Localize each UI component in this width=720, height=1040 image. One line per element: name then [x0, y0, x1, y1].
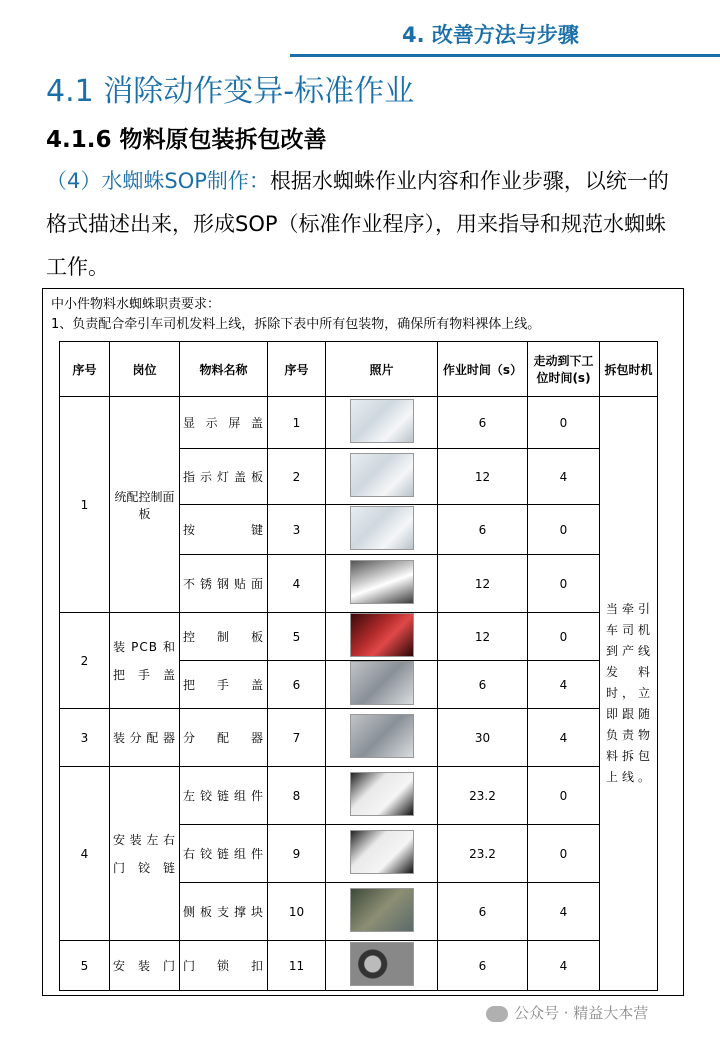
op-time: 6: [438, 661, 528, 709]
steel-panel-photo-icon: [350, 560, 414, 604]
header-op-time: 作业时间（s）: [438, 342, 528, 397]
group-no: 4: [60, 767, 110, 941]
chapter-header: [290, 8, 720, 57]
white-cover-photo-icon: [350, 506, 414, 550]
material-seq: 3: [268, 505, 326, 555]
walk-time: 4: [528, 941, 600, 991]
header-unpack: 拆包时机: [600, 342, 658, 397]
table-row: [60, 397, 658, 449]
header-walk-time: 走动到下工位时间(s): [528, 342, 600, 397]
material-seq: 4: [268, 555, 326, 613]
subsection-title: 4.1.6 物料原包装拆包改善: [46, 127, 327, 153]
material-photo: [326, 661, 438, 709]
group-post: 统配控制面板: [110, 397, 180, 613]
material-photo: [326, 825, 438, 883]
walk-time: 0: [528, 825, 600, 883]
material-seq: 6: [268, 661, 326, 709]
material-photo: [326, 613, 438, 661]
white-cover-photo-icon: [350, 453, 414, 497]
group-no: 2: [60, 613, 110, 709]
table-row: [60, 941, 658, 991]
op-time: 6: [438, 505, 528, 555]
op-time: 30: [438, 709, 528, 767]
op-time: 12: [438, 555, 528, 613]
material-name: 左铰链组件: [180, 767, 268, 825]
table-row: [60, 709, 658, 767]
white-cover-photo-icon: [350, 399, 414, 443]
walk-time: 4: [528, 449, 600, 505]
op-time: 6: [438, 941, 528, 991]
material-name: 把手盖: [180, 661, 268, 709]
watermark-text: 公众号 · 精益大本营: [514, 1004, 649, 1022]
material-seq: 9: [268, 825, 326, 883]
group-no: 1: [60, 397, 110, 613]
header-photo: 照片: [326, 342, 438, 397]
material-photo: [326, 941, 438, 991]
group-no: 5: [60, 941, 110, 991]
group-no: 3: [60, 709, 110, 767]
material-seq: 1: [268, 397, 326, 449]
handle-cover-photo-icon: [350, 661, 414, 705]
dispenser-photo-icon: [350, 714, 414, 758]
material-photo: [326, 709, 438, 767]
watermark: [486, 1002, 648, 1023]
material-name: 控制板: [180, 613, 268, 661]
material-name: 分配器: [180, 709, 268, 767]
op-time: 6: [438, 397, 528, 449]
box-title: 中小件物料水蜘蛛职责要求：: [51, 297, 221, 312]
material-name: 按键: [180, 505, 268, 555]
section-title: 4.1 消除动作变异-标准作业: [46, 74, 415, 109]
material-seq: 7: [268, 709, 326, 767]
op-time: 12: [438, 449, 528, 505]
walk-time: 0: [528, 397, 600, 449]
walk-time: 0: [528, 555, 600, 613]
material-seq: 10: [268, 883, 326, 941]
hinge-photo-icon: [350, 830, 414, 874]
wechat-icon: [486, 1006, 508, 1022]
intro-paragraph: [46, 160, 686, 289]
material-photo: [326, 555, 438, 613]
control-board-photo-icon: [350, 613, 414, 657]
table-header-row: [60, 342, 658, 397]
walk-time: 4: [528, 883, 600, 941]
header-material: 物料名称: [180, 342, 268, 397]
sop-box: [42, 288, 684, 996]
material-photo: [326, 397, 438, 449]
walk-time: 0: [528, 767, 600, 825]
material-photo: [326, 883, 438, 941]
walk-time: 4: [528, 709, 600, 767]
material-name: 右铰链组件: [180, 825, 268, 883]
material-photo: [326, 505, 438, 555]
walk-time: 0: [528, 613, 600, 661]
material-photo: [326, 449, 438, 505]
material-seq: 11: [268, 941, 326, 991]
header-post: 岗位: [110, 342, 180, 397]
group-post: 装 PCB 和把手盖: [110, 613, 180, 709]
header-no: 序号: [60, 342, 110, 397]
material-seq: 5: [268, 613, 326, 661]
paragraph-body: 根据水蜘蛛作业内容和作业步骤，以统一的格式描述出来，形成SOP（标准作业程序），用来指导和规范水蜘蛛工作。: [46, 169, 669, 279]
op-time: 23.2: [438, 767, 528, 825]
unpack-timing: 当牵引车司机到产线发料时，立即跟随负责物料拆包上线。: [600, 397, 658, 991]
table-row: [60, 767, 658, 825]
op-time: 12: [438, 613, 528, 661]
material-name: 指示灯盖板: [180, 449, 268, 505]
material-name: 不锈钢贴面: [180, 555, 268, 613]
op-time: 6: [438, 883, 528, 941]
material-name: 侧板支撑块: [180, 883, 268, 941]
group-post: 安装左右门铰链: [110, 767, 180, 941]
material-name: 显示屏盖: [180, 397, 268, 449]
header-seq: 序号: [268, 342, 326, 397]
table-row: [60, 613, 658, 661]
material-name: 门锁扣: [180, 941, 268, 991]
material-seq: 8: [268, 767, 326, 825]
group-post: 装分配器: [110, 709, 180, 767]
group-post: 安装门: [110, 941, 180, 991]
walk-time: 4: [528, 661, 600, 709]
sop-table: [59, 341, 658, 991]
paragraph-lead: （4）水蜘蛛SOP制作：: [46, 169, 270, 193]
op-time: 23.2: [438, 825, 528, 883]
door-lock-photo-icon: [350, 942, 414, 986]
material-photo: [326, 767, 438, 825]
material-seq: 2: [268, 449, 326, 505]
chapter-title: 4. 改善方法与步骤: [402, 23, 579, 47]
walk-time: 0: [528, 505, 600, 555]
box-requirement: 1、负责配合牵引车司机发料上线，拆除下表中所有包装物，确保所有物料裸体上线。: [51, 317, 541, 332]
support-block-photo-icon: [350, 888, 414, 932]
hinge-photo-icon: [350, 772, 414, 816]
